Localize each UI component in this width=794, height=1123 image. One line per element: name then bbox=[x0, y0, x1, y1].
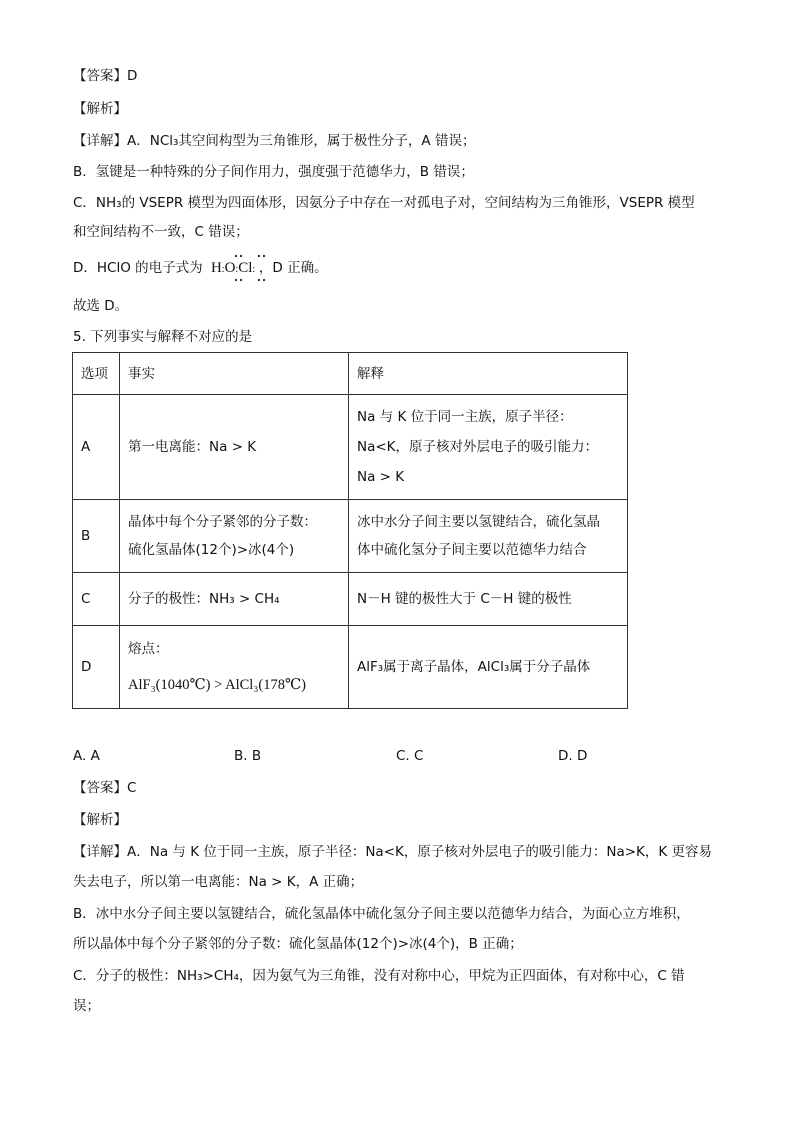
electron-formula: H:O:Cl: bbox=[210, 260, 256, 276]
q5-analysis-label: 【解析】 bbox=[73, 812, 127, 828]
q5-detail-a2: 失去电子，所以第一电离能：Na > K，A 正确； bbox=[73, 874, 364, 890]
explain-line: 冰中水分子间主要以氢键结合，硫化氢晶 bbox=[357, 514, 600, 530]
row-option: C bbox=[73, 573, 120, 626]
explain-line: 体中硫化氢分子间主要以范德华力结合 bbox=[357, 542, 587, 558]
table-row bbox=[73, 395, 628, 500]
q4-detail-c2: 和空间结构不一致，C 错误； bbox=[73, 224, 249, 240]
q5-detail-b1: B．冰中水分子间主要以氢键结合，硫化氢晶体中硫化氢分子间主要以范德华力结合，为面心立方堆积， bbox=[73, 906, 690, 922]
option-b: B. B bbox=[234, 748, 262, 764]
table-header-row bbox=[73, 353, 628, 395]
row-explain bbox=[349, 626, 628, 709]
row-fact bbox=[120, 573, 349, 626]
q4-detail-b: B．氢键是一种特殊的分子间作用力，强度强于范德华力，B 错误； bbox=[73, 164, 474, 180]
row-explain bbox=[349, 573, 628, 626]
row-fact bbox=[120, 626, 349, 709]
row-option: B bbox=[73, 500, 120, 573]
header-fact: 事实 bbox=[120, 353, 349, 395]
row-fact bbox=[120, 500, 349, 573]
option-a: A. A bbox=[73, 748, 100, 764]
explain-line: N－H 键的极性大于 C－H 键的极性 bbox=[357, 591, 572, 607]
q4-analysis-label: 【解析】 bbox=[73, 101, 127, 117]
q4-answer bbox=[73, 66, 137, 86]
detail-label: 【详解】 bbox=[73, 844, 127, 860]
q5-detail-a1 bbox=[73, 842, 712, 862]
header-explain: 解释 bbox=[349, 353, 628, 395]
answer-value: C bbox=[127, 780, 137, 796]
q4-conclusion: 故选 D。 bbox=[73, 298, 129, 314]
fact-line: 硫化氢晶体(12个)>冰(4个) bbox=[128, 542, 295, 558]
formula-cl: Cl bbox=[238, 260, 253, 276]
detail-d-post: ，D 正确。 bbox=[258, 260, 328, 276]
detail-a1-text: A．Na 与 K 位于同一主族，原子半径：Na<K，原子核对外层电子的吸引能力：Na>K，K 更容易 bbox=[127, 844, 713, 860]
table-row bbox=[73, 626, 628, 709]
fact-line: 熔点： bbox=[128, 641, 169, 657]
row-option: A bbox=[73, 395, 120, 500]
row-explain bbox=[349, 500, 628, 573]
q5-answer bbox=[73, 778, 136, 798]
detail-d-pre: D．HClO 的电子式为 bbox=[73, 260, 203, 276]
answer-label: 【答案】 bbox=[73, 780, 127, 796]
row-fact bbox=[120, 395, 349, 500]
table-row bbox=[73, 573, 628, 626]
q4-detail-c1: C．NH₃的 VSEPR 模型为四面体形，因氨分子中存在一对孤电子对，空间结构为三角锥形，VSEPR 模型 bbox=[73, 195, 695, 211]
explain-line: AlF₃属于离子晶体，AlCl₃属于分子晶体 bbox=[357, 659, 591, 675]
electron-dots-icon bbox=[222, 252, 282, 284]
answer-value: D bbox=[127, 68, 138, 84]
facts-table bbox=[72, 352, 628, 709]
q5-stem: 5. 下列事实与解释不对应的是 bbox=[73, 329, 253, 345]
header-option: 选项 bbox=[73, 353, 120, 395]
answer-label: 【答案】 bbox=[73, 68, 127, 84]
explain-line: Na<K，原子核对外层电子的吸引能力： bbox=[357, 439, 599, 455]
explain-line: Na > K bbox=[357, 469, 405, 485]
formula-h: H bbox=[210, 260, 222, 276]
explain-line: Na 与 K 位于同一主族，原子半径： bbox=[357, 409, 573, 425]
q5-detail-b2: 所以晶体中每个分子紧邻的分子数：硫化氢晶体(12个)>冰(4个)，B 正确； bbox=[73, 936, 523, 952]
fact-line: 晶体中每个分子紧邻的分子数： bbox=[128, 514, 317, 530]
q4-detail-d bbox=[73, 258, 328, 280]
fact-line: 分子的极性：NH₃ > CH₄ bbox=[128, 591, 280, 607]
formula-o: O bbox=[224, 260, 236, 276]
option-c: C. C bbox=[396, 748, 424, 764]
table-row bbox=[73, 500, 628, 573]
row-option: D bbox=[73, 626, 120, 709]
fact-line: AlF₃(1040℃) > AlCl₃(178℃) bbox=[128, 677, 307, 693]
row-explain bbox=[349, 395, 628, 500]
q5-detail-c1: C．分子的极性：NH₃>CH₄，因为氨气为三角锥，没有对称中心，甲烷为正四面体，有对称中心，C 错 bbox=[73, 968, 685, 984]
q4-detail-a bbox=[73, 131, 475, 151]
q5-detail-c2: 误； bbox=[73, 998, 100, 1014]
detail-label: 【详解】 bbox=[73, 133, 127, 149]
option-d: D. D bbox=[558, 748, 588, 764]
fact-line: 第一电离能：Na > K bbox=[128, 439, 257, 455]
detail-a-text: A．NCl₃其空间构型为三角锥形，属于极性分子，A 错误； bbox=[127, 133, 476, 149]
